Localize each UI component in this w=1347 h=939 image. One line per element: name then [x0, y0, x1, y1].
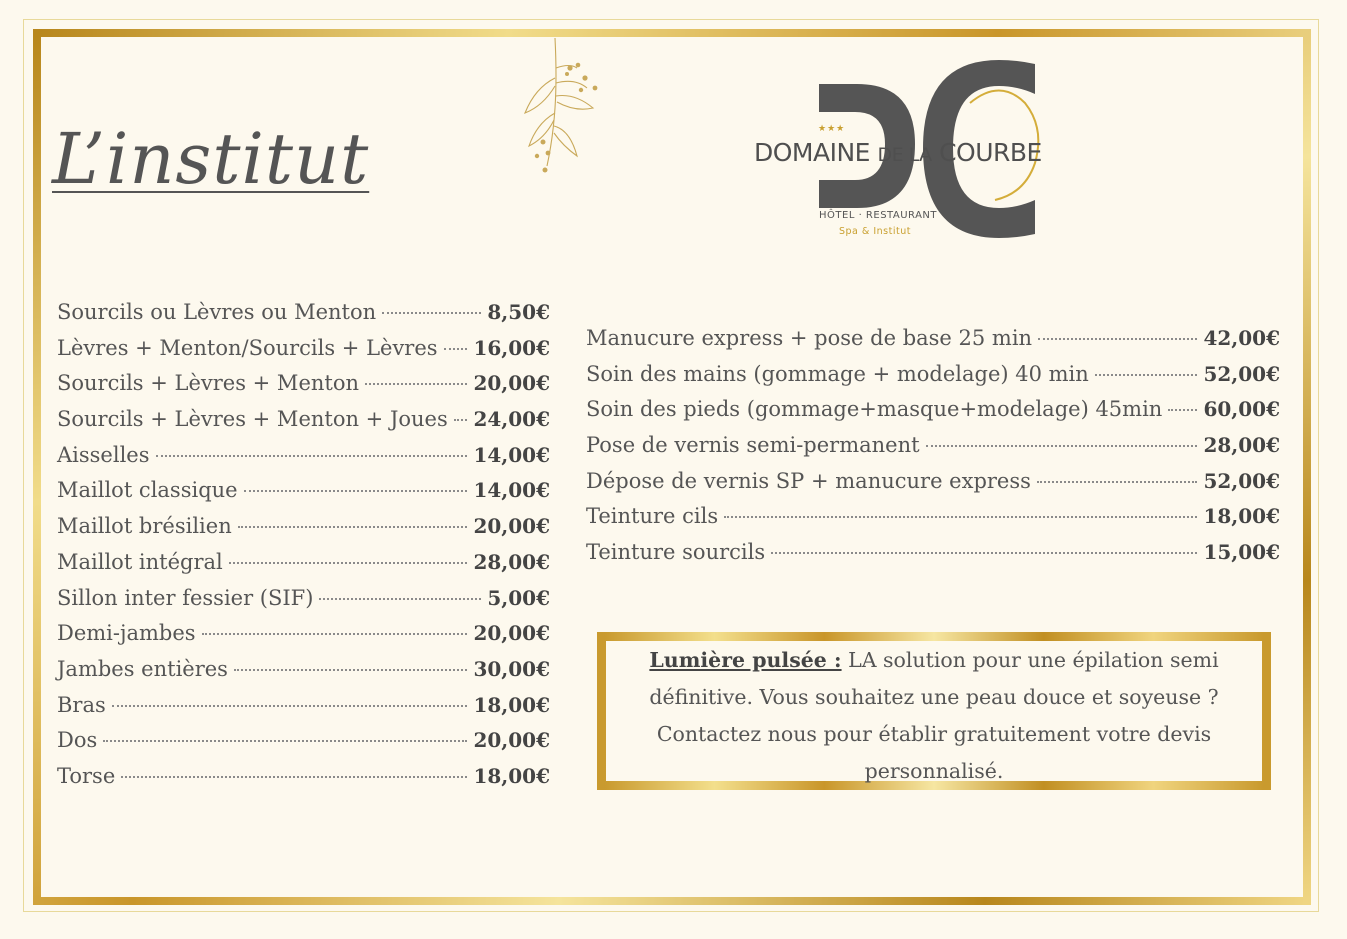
service-price: 15,00€ — [1203, 540, 1280, 565]
price-row — [586, 397, 1280, 433]
service-price: 52,00€ — [1203, 468, 1280, 493]
service-label: Dos — [57, 728, 98, 753]
price-row — [586, 326, 1280, 362]
service-price: 52,00€ — [1203, 361, 1280, 386]
dot-leader — [244, 490, 468, 492]
service-label: Aisselles — [57, 442, 150, 467]
logo-subtitle: HÔTEL · RESTAURANT — [819, 210, 938, 221]
dot-leader — [382, 312, 481, 314]
service-label: Sourcils + Lèvres + Menton + Joues — [57, 407, 448, 432]
dot-leader — [771, 552, 1197, 554]
service-price: 14,00€ — [473, 478, 550, 503]
price-row — [57, 550, 550, 586]
service-price: 30,00€ — [473, 656, 550, 681]
service-price: 28,00€ — [1203, 433, 1280, 458]
service-price: 24,00€ — [473, 407, 550, 432]
service-label: Maillot intégral — [57, 549, 223, 574]
page-title: L’institut — [52, 118, 370, 200]
service-label: Soin des pieds (gommage+masque+modelage) 45min — [586, 397, 1163, 422]
service-price: 18,00€ — [473, 692, 550, 717]
service-price: 42,00€ — [1203, 326, 1280, 350]
pulsed-light-promo — [597, 632, 1271, 790]
dot-leader — [454, 419, 468, 421]
service-label: Pose de vernis semi-permanent — [586, 433, 920, 458]
service-price: 16,00€ — [473, 335, 550, 360]
service-label: Lèvres + Menton/Sourcils + Lèvres — [57, 335, 438, 360]
dot-leader — [1168, 409, 1197, 411]
dot-leader — [1037, 481, 1198, 483]
dot-leader — [121, 776, 467, 778]
dot-leader — [234, 669, 468, 671]
service-label: Dépose de vernis SP + manucure express — [586, 468, 1031, 493]
dot-leader — [319, 598, 481, 600]
price-row — [57, 478, 550, 514]
logo-stars: ★★★ — [818, 124, 846, 134]
hotel-logo — [745, 58, 1075, 248]
promo-lead: Lumière pulsée : — [649, 648, 842, 672]
dot-leader — [229, 562, 468, 564]
dot-leader — [444, 348, 468, 350]
dot-leader — [365, 383, 467, 385]
service-label: Jambes entières — [57, 656, 228, 681]
leaf-sprig-icon — [515, 38, 610, 178]
service-price: 20,00€ — [473, 514, 550, 539]
price-row — [57, 764, 550, 800]
service-price: 5,00€ — [487, 585, 550, 610]
dot-leader — [103, 740, 467, 742]
service-price: 20,00€ — [473, 371, 550, 396]
service-label: Maillot brésilien — [57, 514, 232, 539]
hands-feet-price-list — [586, 326, 1280, 576]
service-label: Torse — [57, 763, 116, 788]
service-price: 60,00€ — [1203, 397, 1280, 422]
service-label: Teinture cils — [586, 504, 719, 529]
price-row — [57, 586, 550, 622]
logo-name: DOMAINE DE LA COURBE — [754, 138, 1042, 167]
service-label: Demi-jambes — [57, 621, 196, 646]
dot-leader — [156, 455, 468, 457]
service-label: Soin des mains (gommage + modelage) 40 min — [586, 361, 1089, 386]
price-row — [57, 443, 550, 479]
service-price: 14,00€ — [473, 442, 550, 467]
price-row — [57, 621, 550, 657]
service-label: Maillot classique — [57, 478, 238, 503]
service-price: 18,00€ — [1203, 504, 1280, 529]
service-price: 20,00€ — [473, 728, 550, 753]
service-label: Bras — [57, 692, 106, 717]
service-label: Sillon inter fessier (SIF) — [57, 585, 314, 610]
price-row — [57, 728, 550, 764]
dot-leader — [112, 705, 468, 707]
price-row — [586, 469, 1280, 505]
service-price: 8,50€ — [487, 300, 550, 324]
price-row — [586, 433, 1280, 469]
price-row — [57, 371, 550, 407]
price-row — [57, 657, 550, 693]
dot-leader — [1095, 374, 1198, 376]
price-row — [57, 407, 550, 443]
dot-leader — [238, 526, 468, 528]
price-row — [57, 300, 550, 336]
promo-text: LA solution pour une épilation semi définitive. Vous souhaitez une peau douce et soyeuse ? Contactez nous pour établir gratuitement votre devis personnalisé. — [649, 648, 1219, 783]
dot-leader — [926, 445, 1198, 447]
service-label: Manucure express + pose de base 25 min — [586, 326, 1033, 350]
service-price: 18,00€ — [473, 763, 550, 788]
price-row — [586, 540, 1280, 576]
price-row — [57, 514, 550, 550]
price-row — [586, 504, 1280, 540]
service-label: Sourcils ou Lèvres ou Menton — [57, 300, 377, 324]
price-row — [57, 336, 550, 372]
dot-leader — [1038, 338, 1197, 340]
price-row — [57, 693, 550, 729]
service-price: 28,00€ — [473, 549, 550, 574]
logo-tagline: Spa & Institut — [839, 226, 911, 237]
dot-leader — [724, 516, 1197, 518]
service-label: Sourcils + Lèvres + Menton — [57, 371, 359, 396]
price-row — [586, 362, 1280, 398]
service-label: Teinture sourcils — [586, 540, 766, 565]
waxing-price-list — [57, 300, 550, 800]
dot-leader — [202, 633, 468, 635]
service-price: 20,00€ — [473, 621, 550, 646]
